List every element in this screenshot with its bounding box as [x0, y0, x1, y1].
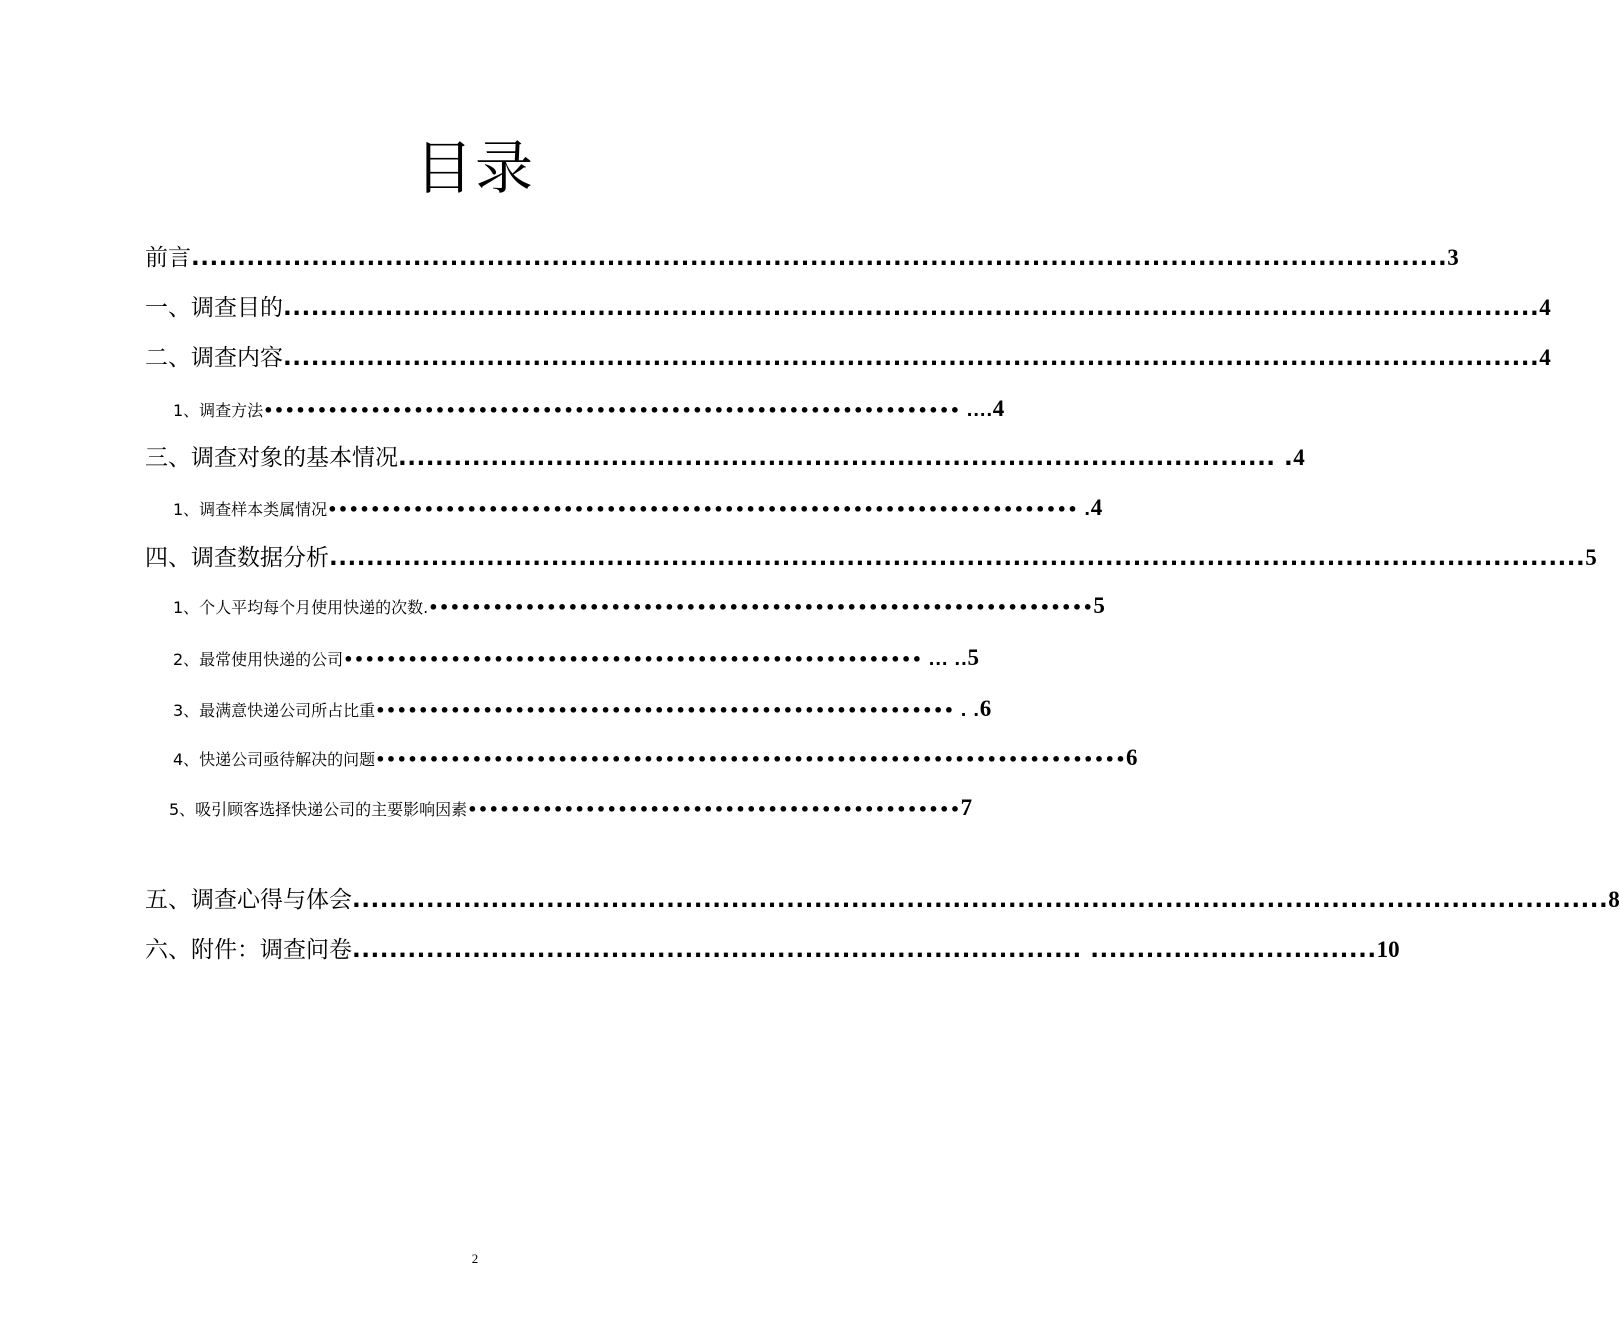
- toc-page-number: 4: [1539, 345, 1551, 370]
- toc-entry-label: 5、吸引顾客选择快递公司的主要影响因素: [169, 800, 468, 819]
- toc-leader-dots: ••••••••••••••••••••••••••••••••••••••••••••••••••••••••••••••: [428, 598, 1094, 617]
- toc-page-number: 10: [1376, 937, 1400, 962]
- toc-entry-section-6[interactable]: [145, 935, 1400, 965]
- toc-entry-label: 前言: [145, 245, 191, 271]
- toc-entry-section-4[interactable]: [145, 543, 1597, 573]
- toc-entry-section-5[interactable]: [145, 885, 1620, 915]
- toc-leader-dots: ••••••••••••••••••••••••••••••••••••••••••••••••••••••••••••••••••••••: [375, 750, 1127, 769]
- page-title: 目录: [414, 134, 535, 202]
- toc-entry-preface[interactable]: [145, 243, 1459, 273]
- toc-entry-subsection-4-5[interactable]: [169, 795, 973, 821]
- toc-entry-subsection-4-2[interactable]: [173, 645, 979, 671]
- toc-page-number: 4: [1090, 495, 1103, 520]
- toc-leader-dots: •••••••••••••••••••••••••••••••••••••••••••••••••••••••••••••••••••••• .: [327, 500, 1091, 519]
- toc-entry-label: 4、快递公司亟待解决的问题: [173, 750, 376, 769]
- toc-entry-section-2[interactable]: [145, 343, 1551, 373]
- toc-page-number: 5: [967, 645, 979, 670]
- toc-entry-section-1[interactable]: [145, 293, 1551, 323]
- toc-entry-subsection-3-1[interactable]: [173, 495, 1103, 521]
- toc-page-number: 3: [1447, 245, 1459, 270]
- toc-entry-section-3[interactable]: [145, 443, 1305, 473]
- page-number: 2: [471, 1251, 479, 1266]
- toc-leader-dots: ........................................................................................................................................: [191, 245, 1448, 271]
- toc-entry-label: 五、调查心得与体会: [145, 887, 352, 913]
- toc-entry-subsection-4-4[interactable]: [173, 745, 1138, 771]
- toc-entry-label: 六、附件：调查问卷: [145, 937, 352, 963]
- toc-entry-label: 四、调查数据分析: [145, 545, 329, 571]
- toc-page-number: 8: [1608, 887, 1620, 912]
- toc-entry-label: 2、最常使用快递的公司: [173, 650, 344, 669]
- toc-page-number: 5: [1585, 545, 1597, 570]
- toc-leader-dots: ........................................................................................................................................: [283, 295, 1540, 321]
- toc-page-number: 5: [1093, 593, 1105, 618]
- toc-leader-dots: ........................................................................................................................................: [352, 887, 1609, 913]
- toc-entry-subsection-4-1[interactable]: [173, 593, 1105, 619]
- toc-entry-label: 二、调查内容: [145, 345, 283, 371]
- toc-leader-dots: ........................................................................................................................................: [329, 545, 1586, 571]
- toc-entry-label: 1、调查方法: [173, 401, 264, 420]
- toc-leader-dots: ••••••••••••••••••••••••••••••••••••••••••••••••••••••••••••••••• ....: [263, 401, 993, 420]
- toc-leader-dots: •••••••••••••••••••••••••••••••••••••••••••••••••••••• . .: [375, 701, 980, 720]
- toc-page-number: 4: [992, 396, 1005, 421]
- toc-page-number: 6: [1126, 745, 1138, 770]
- toc-entry-subsection-4-3[interactable]: [173, 696, 992, 722]
- toc-leader-dots: •••••••••••••••••••••••••••••••••••••••••••••••••••••• ... ..: [343, 650, 968, 669]
- toc-page-number: 4: [1293, 445, 1305, 470]
- toc-leader-dots: ••••••••••••••••••••••••••••••••••••••••••••••: [467, 800, 961, 819]
- toc-entry-label: 1、调查样本类属情况: [173, 500, 328, 519]
- toc-entry-label: 三、调查对象的基本情况: [145, 445, 398, 471]
- toc-page-number: 6: [979, 696, 992, 721]
- toc-leader-dots: ............................................................................... ...............................: [352, 937, 1377, 963]
- toc-entry-label: 3、最满意快递公司所占比重: [173, 701, 376, 720]
- toc-leader-dots: ............................................................................................... .: [398, 445, 1294, 471]
- toc-page-number: 7: [960, 795, 973, 820]
- toc-entry-subsection-2-1[interactable]: [173, 396, 1005, 422]
- toc-page-number: 4: [1539, 295, 1551, 320]
- toc-entry-label: 一、调查目的: [145, 295, 283, 321]
- toc-entry-label: 1、个人平均每个月使用快递的次数.: [173, 598, 429, 617]
- toc-leader-dots: ........................................................................................................................................: [283, 345, 1540, 371]
